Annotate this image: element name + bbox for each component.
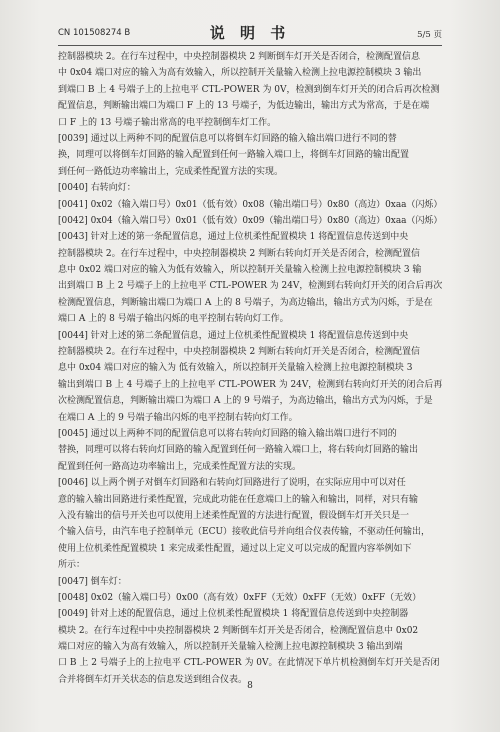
text-line: 所示： <box>58 560 86 571</box>
text-line: 口 F 上的 13 号端子输出常高的电平控制倒车灯工作。 <box>58 117 277 128</box>
text-line: 配置信息，判断输出端口为端口 F 上的 13 号端子，为低边输出，输出方式为常高，于是在端 <box>58 101 430 112</box>
text-line: 到端口 B 上 4 号端子上的上拉电平 CTL-POWER 为 0V，检测到倒车灯开关的闭合后再次检测 <box>58 84 440 95</box>
text-line: 替换，同理可以将右转向灯回路的输入配置到任何一路输入端口上，将右转向灯回路的输出 <box>58 445 419 456</box>
text-line: 息中 0x04 端口对应的输入为 低有效输入，所以控制开关量输入检测上拉电源控制模块 3 <box>58 363 413 374</box>
text-line: 个输入信号，由汽车电子控制单元（ECU）接收此信号并向组合仪表传输，不驱动任何输出， <box>58 527 431 538</box>
text-line: [0045] 通过以上两种不同的配置信息可以将右转向灯回路的输入输出端口进行不同的 <box>58 428 397 439</box>
text-line: 次检测配置信息，判断输出端口为端口 A 上的 9 号端子，为高边输出，输出方式为闪烁，于是 <box>58 396 433 407</box>
text-line: [0041] 0x02（输入端口号）0x01（低有效）0x08（输出端口号）0x80（高边）0xaa（闪烁） <box>58 199 443 210</box>
text-line: 端口对应的输入为高有效输入，所以控制开关量输入检测上拉电源控制模块 3 输出到端 <box>58 642 403 653</box>
text-line: 使用上位机柔性配置模块 1 来完成柔性配置，通过以上定义可以完成的配置内容举例如下 <box>58 543 412 554</box>
text-line: 意的输入输出回路进行柔性配置，完成此功能在任意端口上的输入和输出，同样，对只有输 <box>58 494 419 505</box>
text-line: 在端口 A 上的 9 号端子输出闪烁的电平控制右转向灯工作。 <box>58 412 298 423</box>
text-line: 入没有输出的信号开关也可以使用上述柔性配置的方法进行配置，假设倒车灯开关只是一 <box>58 510 410 521</box>
text-line: 输出到端口 B 上 4 号端子上的上拉电平 CTL-POWER 为 24V，检测到右转向灯开关的闭合后再 <box>58 379 443 390</box>
text-line: 模块 2。在行车过程中中央控制器模块 2 判断倒车灯开关是否闭合，检测配置信息中 0x02 <box>58 625 419 636</box>
text-line: [0049] 针对上述的配置信息，通过上位机柔性配置模块 1 将配置信息传送到中央控制器 <box>58 609 409 620</box>
text-line: [0040] 右转向灯： <box>58 183 136 194</box>
patent-number: CN 101508274 B <box>58 28 131 38</box>
page-indicator: 5/5 页 <box>417 30 442 40</box>
text-line: 息中 0x02 端口对应的输入为低有效输入，所以控制开关量输入检测上拉电源控制模块 3 输 <box>58 265 422 276</box>
text-line: 口 B 上 2 号端子上的上拉电平 CTL-POWER 为 0V。在此情况下单片机检测倒车灯开关是否闭 <box>58 658 440 669</box>
text-line: 控制器模块 2。在行车过程中，中央控制器模块 2 判断右转向灯开关是否闭合，检测配置信 <box>58 248 421 259</box>
text-line: 中 0x04 端口对应的输入为高有效输入，所以控制开关量输入检测上拉电源控制模块 3 输出 <box>58 68 422 79</box>
text-line: 控制器模块 2。在行车过程中，中央控制器模块 2 判断倒车灯开关是否闭合，检测配置信息 <box>58 52 421 62</box>
text-line: 到任何一路低边功率输出上，完成柔性配置方法的实现。 <box>58 166 284 177</box>
text-line: 换，同理可以将倒车灯回路的输入配置到任何一路输入端口上，将倒车灯回路的输出配置 <box>58 150 410 161</box>
body-text <box>58 49 442 688</box>
text-line: [0039] 通过以上两种不同的配置信息可以将倒车灯回路的输入输出端口进行不同的替 <box>58 133 397 144</box>
text-line: [0043] 针对上述的第一条配置信息，通过上位机柔性配置模块 1 将配置信息传送到中央 <box>58 232 409 243</box>
text-line: [0047] 倒车灯： <box>58 576 127 587</box>
document-title: 说 明 书 <box>209 24 291 42</box>
text-line: 控制器模块 2。在行车过程中，中央控制器模块 2 判断右转向灯开关是否闭合，检测配置信 <box>58 347 421 358</box>
text-line: 配置到任何一路高边功率输出上，完成柔性配置方法的实现。 <box>58 461 302 472</box>
text-line: 端口 A 上的 8 号端子输出闪烁的电平控制右转向灯工作。 <box>58 314 289 325</box>
text-line: [0048] 0x02（输入端口号）0x00（高有效）0xFF（无效）0xFF（无效）0xFF（无效） <box>58 592 422 603</box>
text-line: [0046] 以上两个例子对倒车灯回路和右转向灯回路进行了说明，在实际应用中可以对任 <box>58 478 406 489</box>
text-line: [0044] 针对上述的第二条配置信息，通过上位机柔性配置模块 1 将配置信息传送到中央 <box>58 330 409 341</box>
page-number: 8 <box>247 681 253 691</box>
text-line: 检测配置信息，判断输出端口为端口 A 上的 8 号端子，为高边输出，输出方式为闪烁，于是在 <box>58 297 433 308</box>
header-rule <box>58 45 442 46</box>
page-header <box>58 22 442 44</box>
text-line: 合并将倒车灯开关状态的信息发送到组合仪表。 <box>58 674 248 685</box>
text-line: [0042] 0x04（输入端口号）0x01（低有效）0x09（输出端口号）0x80（高边）0xaa（闪烁） <box>58 215 443 226</box>
text-line: 出到端口 B 上 2 号端子上的上拉电平 CTL-POWER 为 24V，检测到右转向灯开关的闭合后再次 <box>58 281 443 292</box>
